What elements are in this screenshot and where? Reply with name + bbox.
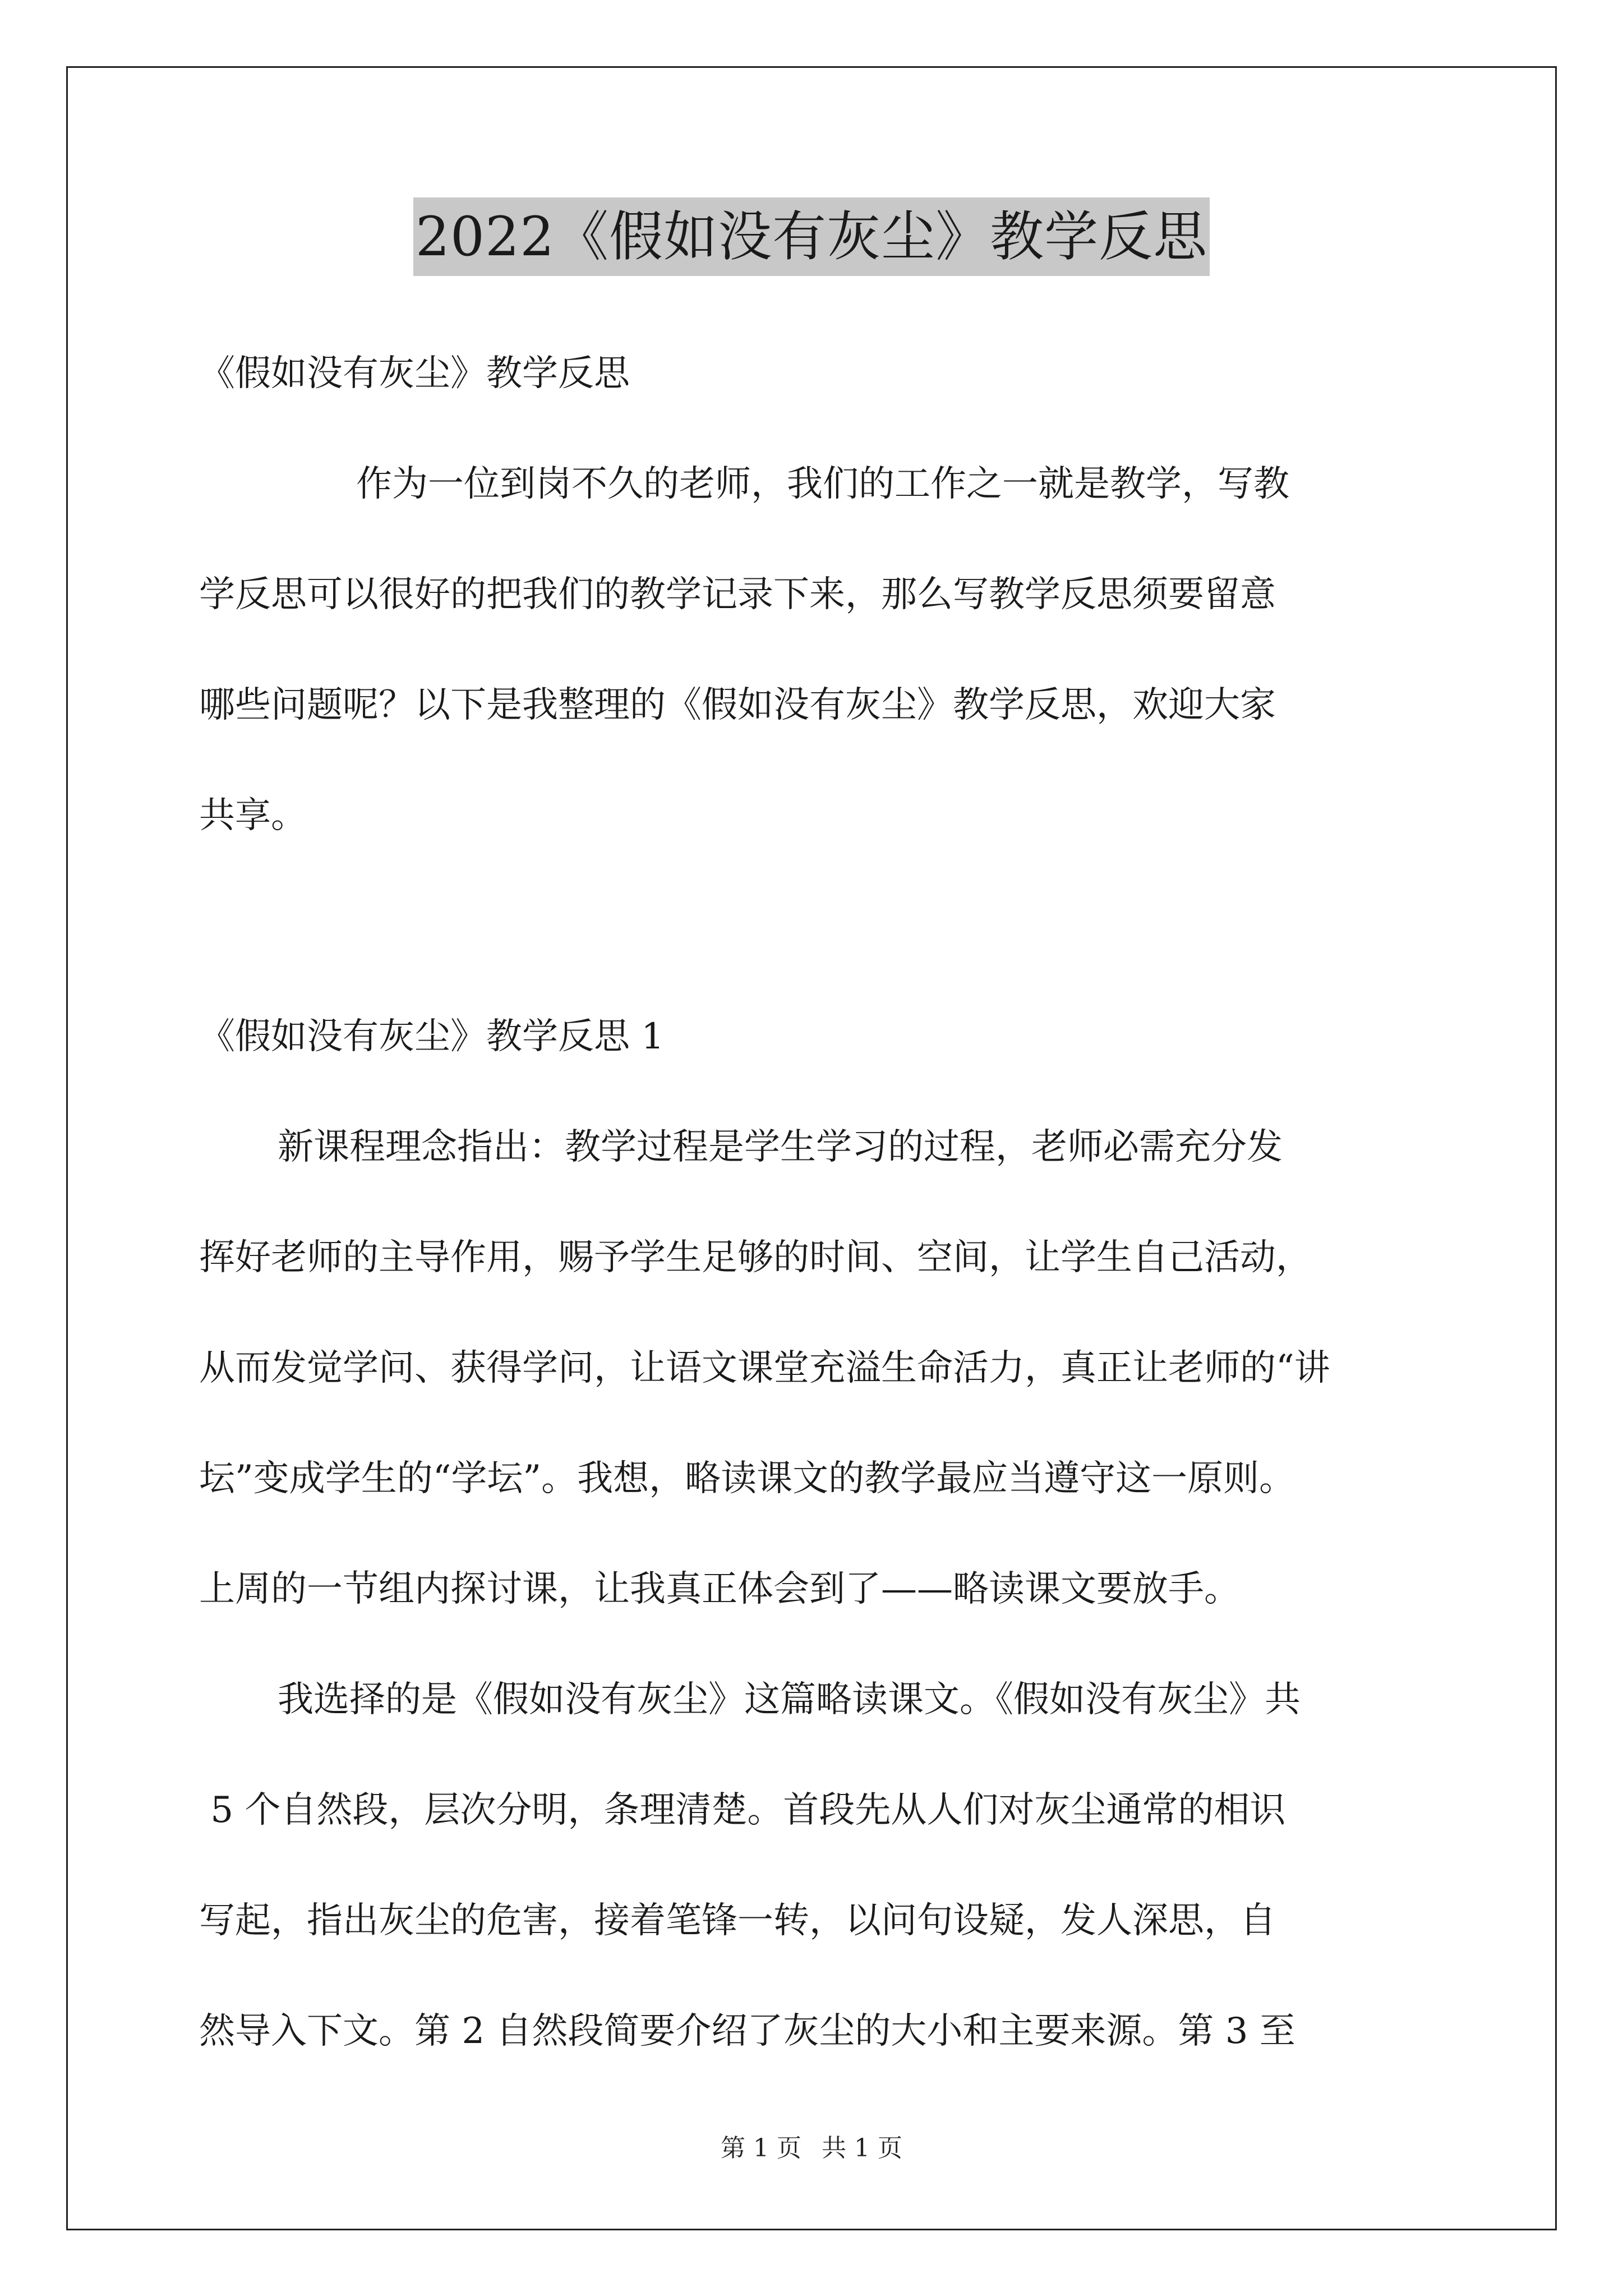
document-title: 2022《假如没有灰尘》教学反思 [413, 197, 1210, 276]
paragraph-line: 然导入下文。第 2 自然段简要介绍了灰尘的大小和主要来源。第 3 至 [199, 2010, 1295, 2052]
paragraph-line: 我选择的是《假如没有灰尘》这篇略读课文。《假如没有灰尘》共 [278, 1679, 1301, 1720]
paragraph-line: 从而发觉学问、获得学问，让语文课堂充溢生命活力，真正让老师的“讲 [199, 1347, 1330, 1389]
document-body [199, 319, 1441, 2087]
paragraph-line: 写起，指出灰尘的危害，接着笔锋一转，以问句设疑，发人深思，自 [199, 1900, 1276, 1941]
spacer [199, 871, 1441, 982]
paragraph-line: 新课程理念指出：教学过程是学生学习的过程，老师必需充分发 [278, 1126, 1283, 1168]
intro-line: 共享。 [199, 795, 307, 836]
title-container [0, 197, 1623, 276]
paragraph-line: 挥好老师的主导作用，赐予学生足够的时间、空间，让学生自己活动， [199, 1237, 1312, 1278]
paragraph-line: 5 个自然段，层次分明，条理清楚。首段先从人们对灰尘通常的相识 [199, 1789, 1286, 1831]
paragraph-line: 上周的一节组内探讨课，让我真正体会到了——略读课文要放手。 [199, 1568, 1240, 1610]
page-number: 第 1 页 [721, 2134, 801, 2162]
section-heading: 《假如没有灰尘》教学反思 1 [199, 1016, 665, 1057]
subtitle: 《假如没有灰尘》教学反思 [199, 353, 630, 394]
page-total: 共 1 页 [822, 2134, 902, 2162]
paragraph-line: 坛”变成学生的“学坛”。我想，略读课文的教学最应当遵守这一原则。 [199, 1458, 1295, 1499]
intro-line: 作为一位到岗不久的老师，我们的工作之一就是教学，写教 [356, 463, 1289, 505]
intro-line: 哪些问题呢？以下是我整理的《假如没有灰尘》教学反思，欢迎大家 [199, 684, 1276, 726]
intro-line: 学反思可以很好的把我们的教学记录下来，那么写教学反思须要留意 [199, 574, 1276, 615]
page-footer [0, 2132, 1623, 2165]
